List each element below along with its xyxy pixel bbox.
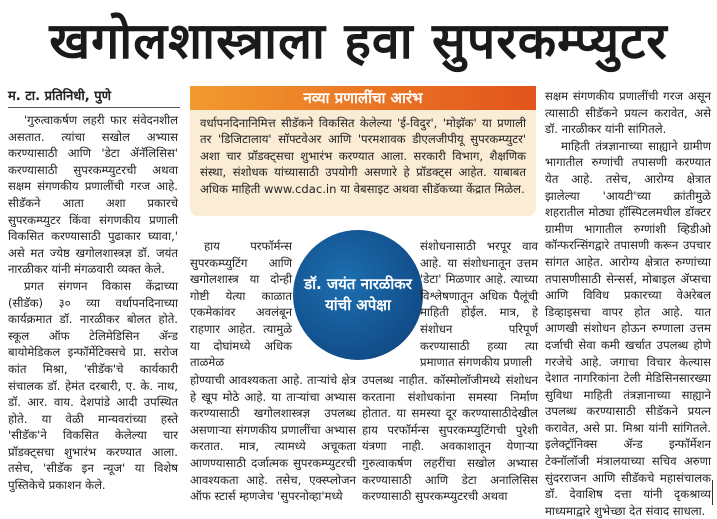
headline: खगोलशास्त्राला हवा सुपरकम्प्युटर [49,12,668,70]
byline: म. टा. प्रतिनिधी, पुणे [8,86,180,108]
article-column-3-top [420,238,538,371]
article-column-3-bottom [362,372,538,505]
article-column-2-top [190,238,292,371]
box-title: नव्या प्रणालींचा आरंभ [190,86,536,110]
paragraph: होण्याची आवश्यकता आहे. ताऱ्यांचे क्षेत्र हे खूप मोठे आहे. या ताऱ्यांचा अभ्यास करण्यासाठी खगोलशास्त्रज्ञ उपलब्ध असणाऱ्या संगणकीय प्रणालींचा अभ्यास करतात. मात्र, त्यामध्ये अचूकता आणण्यासाठी दर्जात्मक सुपरकम्प्युटरची आवश्यकता आहे. तसेच, एक्स्प्लोजन ऑफ स्टार्स म्हणजेच 'सुपरनोव्हा'मध्ये [190,373,356,504]
sidebar-box-new-systems [190,86,536,216]
paragraph: 'गुरुत्वाकर्षण लहरी फार संवेदनशील असतात. त्यांचा सखोल अभ्यास करण्यासाठी आणि 'डेटा ॲनॅलिसिस' करण्यासाठी सुपरकम्प्युटरची अथवा सक्षम संगणकीय प्रणालींची गरज आहे. सीडॅकने आता अशा प्रकारचे सुपरकम्प्युटर किंवा संगणकीय प्रणाली विकसित करण्यासाठी पुढाकार घ्यावा,' असे मत ज्येष्ठ खगोलशास्त्रज्ञ डॉ. जयंत नारळीकर यांनी मंगळवारी व्यक्त केले. [8,113,178,277]
pull-quote-text: डॉ. जयंत नारळीकर यांची अपेक्षा [304,275,412,314]
paragraph: हाय परफॉर्मन्स सुपरकम्प्युटिंग आणि खगोलशास्त्र या दोन्ही गोष्टी येत्या काळात एकमेकांवर अवलंबून राहणार आहेत. त्यामुळे या दोघांमध्ये अधिक ताळमेळ [190,239,292,370]
paragraph: संशोधनासाठी भरपूर वाव आहे. या संशोधनातून उत्तम 'डेटा' मिळणार आहे. त्याच्या विश्लेषणातून अधिक पैलूंची माहिती होईल. मात्र, हे संशोधन परिपूर्ण करण्यासाठी हव्या त्या प्रमाणात संगणकीय प्रणाली [420,239,538,370]
pull-quote-circle [293,230,423,360]
article-column-1 [8,112,178,494]
box-body: वर्धापनदिनानिमित्त सीडॅकने विकसित केलेल्या 'ई-विदुर', 'मोझॅक' या प्रणाली तर 'डिजिटालाय' सॉफ्टवेअर आणि 'परमशावक डीएलजीपीयू सुपरकम्प्युटर' अशा चार प्रॉडक्ट्सचा शुभारंभ करण्यात आला. सरकारी विभाग, शैक्षणिक संस्था, संशोधक यांच्यासाठी उपयोगी असणारे हे प्रॉडक्ट्स आहेत. याबाबत अधिक माहिती www.cdac.in या वेबसाइट अथवा सीडॅकच्या केंद्रात मिळेल. [200,116,526,196]
paragraph: माहिती तंत्रज्ञानाच्या साह्याने ग्रामीण भागातील रुग्णांची तपासणी करण्यात येत आहे. तसेच, आरोग्य क्षेत्रात झालेल्या 'आयटी'च्या क्रांतीमुळे शहरातील मोठ्या हॉस्पिटलमधील डॉक्टर ग्रामीण भागातील रुग्णांशी व्हिडीओ कॉन्फरन्सिंगद्वारे तपासणी करून उपचार सांगत आहेत. आरोग्य क्षेत्रात रुग्णांच्या तपासणीसाठी सेन्सर्स, मोबाइल ॲप्सचा आणि विविध प्रकारच्या वेअरेबल डिव्हाइसचा वापर होत आहे. यात आणखी संशोधन होऊन रुग्णाला उत्तम दर्जाची सेवा कमी खर्चात उपलब्ध होणे गरजेचे आहे. जगाचा विचार केल्यास देशात नागरिकांना टेली मेडिसिनसारख्या सुविधा माहिती तंत्रज्ञानाच्या साह्याने उपलब्ध करण्यासाठी सीडॅकने प्रयत्न करावेत, असे प्रा. मिश्रा यांनी सांगितले. इलेक्ट्रॉनिक्स ॲन्ड इन्फॉर्मेशन टेक्नॉलॉजी मंत्रालयाच्या सचिव अरुणा सुंदरराजन आणि सीडॅकचे महासंचालक डॉ. देवाशिष दत्ता यांनी दृकश्राव्य माध्यमाद्वारे शुभेच्छा देत संवाद साधला. [545,138,711,518]
column-rule [712,480,713,505]
paragraph: सक्षम संगणकीय प्रणालींची गरज असून त्यासाठी सीडॅकने प्रयत्न करावेत, असे डॉ. नारळीकर यांनी सांगितले. [545,89,711,137]
article-column-4 [545,88,711,519]
article-column-2-bottom [190,372,356,505]
paragraph: प्रगत संगणन विकास केंद्राच्या (सीडॅक) ३० व्या वर्धापनदिनाच्या कार्यक्रमात डॉ. नारळीकर बोलत होते. स्कूल ऑफ टेलिमेडिसिन ॲन्ड बायोमेडिकल इन्फॉर्मेटिक्सचे प्रा. सरोज कांत मिश्रा, 'सीडॅक'चे कार्यकारी संचालक डॉ. हेमंत दरबारी, ए. के. नाथ, डॉ. आर. वाय. देशपांडे आदी उपस्थित होते. या वेळी मान्यवरांच्या हस्ते 'सीडॅक'ने विकसित केलेल्या चार प्रॉडक्ट्सचा शुभारंभ करण्यात आला. तसेच, 'सीडॅक इन न्यूज' या विशेष पुस्तिकेचे प्रकाशन केले. [8,278,178,493]
paragraph: उपलब्ध नाहीत. कॉस्मोलॉजीमध्ये संशोधन करताना संशोधकांना समस्या निर्माण होतात. या समस्या दूर करण्यासाठीदेखील हाय परफॉर्मन्स सुपरकम्प्युटिंगची पुरेशी यंत्रणा नाही. अवकाशातून येणाऱ्या गुरुत्वाकर्षण लहरींचा सखोल अभ्यास करण्यासाठी आणि डेटा अनालिसिस करण्यासाठी सुपरकम्प्युटरची अथवा [362,373,538,504]
